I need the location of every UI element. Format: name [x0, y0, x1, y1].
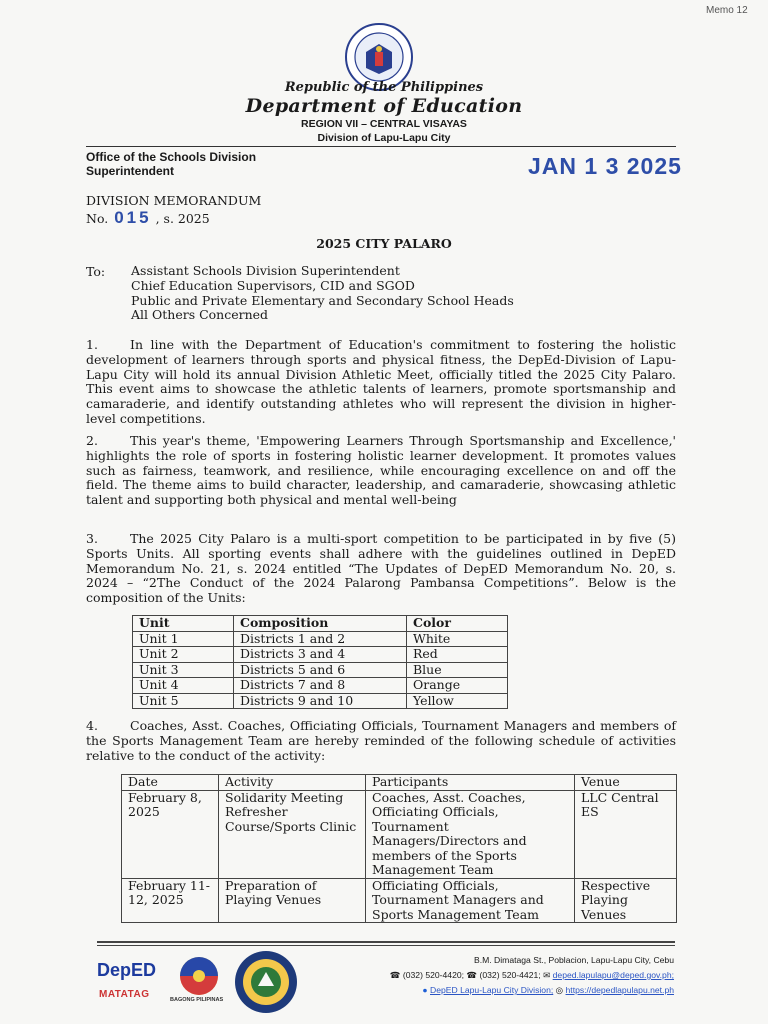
- table-row: [133, 647, 508, 663]
- footer-divider-thin: [97, 945, 675, 946]
- footer-address: B.M. Dimataga St., Poblacion, Lapu-Lapu City, Cebu: [474, 955, 674, 965]
- footer-contact-block: [390, 953, 674, 998]
- paragraph-3: [86, 532, 676, 606]
- office-line-1: Office of the Schools Division: [86, 150, 257, 164]
- bagong-pilipinas-logo-icon: [170, 955, 228, 997]
- memo-series: , s. 2025: [155, 211, 210, 226]
- paragraph-text: The 2025 City Palaro is a multi-sport competition to be participated in by five (5) Sports Units. All sporting events shall adhere with the guidelines outlined in DepED Memorandum No. 21, s. 2024 entitled “The Updates of DepED Memorandum No. 20, s. 2024 – “2The Conduct of the 2024 Palarong Pambansa Competitions”. Below is the composition of the Units:: [86, 531, 676, 606]
- table-cell: Districts 9 and 10: [234, 693, 407, 709]
- table-cell: February 8, 2025: [122, 790, 219, 878]
- table-cell: Solidarity Meeting Refresher Course/Sports Clinic: [219, 790, 366, 878]
- footer-web-line: [390, 983, 674, 998]
- table-cell: Blue: [407, 662, 508, 678]
- paragraph-text: Coaches, Asst. Coaches, Officiating Officials, Tournament Managers and members of the Sports Management Team are hereby reminded of the following schedule of activities relative to the conduct of the activity:: [86, 718, 676, 763]
- units-table: [132, 615, 508, 709]
- division-seal-icon: [234, 950, 298, 1014]
- email-icon: ✉: [543, 970, 551, 980]
- table-cell: Districts 7 and 8: [234, 678, 407, 694]
- website-link[interactable]: https://depedlapulapu.net.ph: [565, 985, 674, 995]
- column-header: Activity: [219, 775, 366, 791]
- footer-phones: ☎ (032) 520-4420; ☎ (032) 520-4421;: [389, 970, 541, 980]
- table-cell: Unit 1: [133, 631, 234, 647]
- table-cell: Officiating Officials, Tournament Managers and Sports Management Team: [366, 878, 575, 923]
- table-header-row: [122, 775, 677, 791]
- table-cell: Unit 4: [133, 678, 234, 694]
- table-cell: White: [407, 631, 508, 647]
- office-line-2: Superintendent: [86, 164, 175, 178]
- footer-phone-email-line: [390, 968, 674, 983]
- facebook-icon: ●: [422, 985, 428, 995]
- table-cell: Unit 2: [133, 647, 234, 663]
- paragraph-number: 4.: [86, 718, 98, 733]
- table-cell: February 11-12, 2025: [122, 878, 219, 923]
- recipient-list: [131, 264, 514, 323]
- memo-type: DIVISION MEMORANDUM: [86, 193, 262, 208]
- table-cell: Unit 3: [133, 662, 234, 678]
- department-heading: Department of Education: [245, 95, 523, 117]
- column-header: Color: [407, 616, 508, 632]
- matatag-logo: MATATAG: [99, 989, 150, 1000]
- office-label: [86, 150, 316, 178]
- table-row: [133, 631, 508, 647]
- paragraph-number: 1.: [86, 337, 98, 352]
- table-cell: Coaches, Asst. Coaches, Officiating Officials, Tournament Managers/Directors and members of the Sports Management Team: [366, 790, 575, 878]
- table-row: [122, 878, 677, 923]
- paragraph-2: [86, 434, 676, 508]
- table-cell: Preparation of Playing Venues: [219, 878, 366, 923]
- column-header: Date: [122, 775, 219, 791]
- table-header-row: [133, 616, 508, 632]
- table-cell: Respective Playing Venues: [575, 878, 677, 923]
- deped-logo: DepED: [97, 960, 157, 980]
- bagong-pilipinas-label: BAGONG PILIPINAS: [170, 997, 224, 1003]
- handwritten-note: Memo 12: [706, 5, 748, 16]
- memo-title: 2025 CITY PALARO: [316, 236, 452, 251]
- table-cell: LLC Central ES: [575, 790, 677, 878]
- recipient-item: All Others Concerned: [131, 307, 269, 323]
- division-heading: Division of Lapu-Lapu City: [317, 132, 451, 144]
- paragraph-text: This year's theme, 'Empowering Learners Through Sportsmanship and Excellence,' highlights the role of sports in fostering holistic learner development. It promotes values such as fairness, teamwork, and resilience, while encouraging excellence on and off the field. The theme aims to build character, leadership, and camaraderie, showcasing athletic talent and supporting both physical and mental well-being: [86, 433, 676, 508]
- republic-heading: Republic of the Philippines: [284, 80, 484, 95]
- table-row: [122, 790, 677, 878]
- recipient-item: Assistant Schools Division Superintendent: [131, 263, 400, 278]
- footer-divider: [97, 941, 675, 943]
- table-row: [133, 662, 508, 678]
- table-cell: Districts 3 and 4: [234, 647, 407, 663]
- table-row: [133, 693, 508, 709]
- column-header: Participants: [366, 775, 575, 791]
- paragraph-1: [86, 338, 676, 427]
- paragraph-number: 3.: [86, 531, 98, 546]
- table-cell: Districts 5 and 6: [234, 662, 407, 678]
- column-header: Composition: [234, 616, 407, 632]
- globe-icon: ◎: [555, 985, 564, 995]
- to-label: To:: [86, 264, 106, 279]
- header-divider: [86, 146, 676, 147]
- date-stamp: JAN 1 3 2025: [528, 153, 682, 179]
- memo-no-label: No.: [86, 211, 109, 226]
- table-cell: Unit 5: [133, 693, 234, 709]
- table-cell: Red: [407, 647, 508, 663]
- schedule-table: [121, 774, 677, 923]
- paragraph-text: In line with the Department of Education's commitment to fostering the holistic development of learners through sports and physical fitness, the DepEd-Division of Lapu-Lapu City will hold its annual Division Athletic Meet, officially titled the 2025 City Palaro. This event aims to showcase the athletic talents of learners, promote sportsmanship and camaraderie, and identify outstanding athletes who will represent the division in higher-level competitions.: [86, 337, 676, 426]
- recipient-item: Chief Education Supervisors, CID and SGOD: [131, 277, 415, 293]
- recipient-item: Public and Private Elementary and Secondary School Heads: [131, 292, 514, 308]
- email-link[interactable]: deped.lapulapu@deped.gov.ph;: [552, 970, 674, 980]
- memo-number-line: [86, 208, 210, 228]
- table-cell: Orange: [407, 678, 508, 694]
- table-cell: Districts 1 and 2: [234, 631, 407, 647]
- region-heading: REGION VII – CENTRAL VISAYAS: [301, 118, 467, 130]
- paragraph-number: 2.: [86, 433, 98, 448]
- table-cell: Yellow: [407, 693, 508, 709]
- column-header: Unit: [133, 616, 234, 632]
- column-header: Venue: [575, 775, 677, 791]
- table-row: [133, 678, 508, 694]
- paragraph-4: [86, 719, 676, 763]
- facebook-link[interactable]: DepED Lapu-Lapu City Division;: [430, 985, 554, 995]
- memo-number: 015: [114, 208, 152, 227]
